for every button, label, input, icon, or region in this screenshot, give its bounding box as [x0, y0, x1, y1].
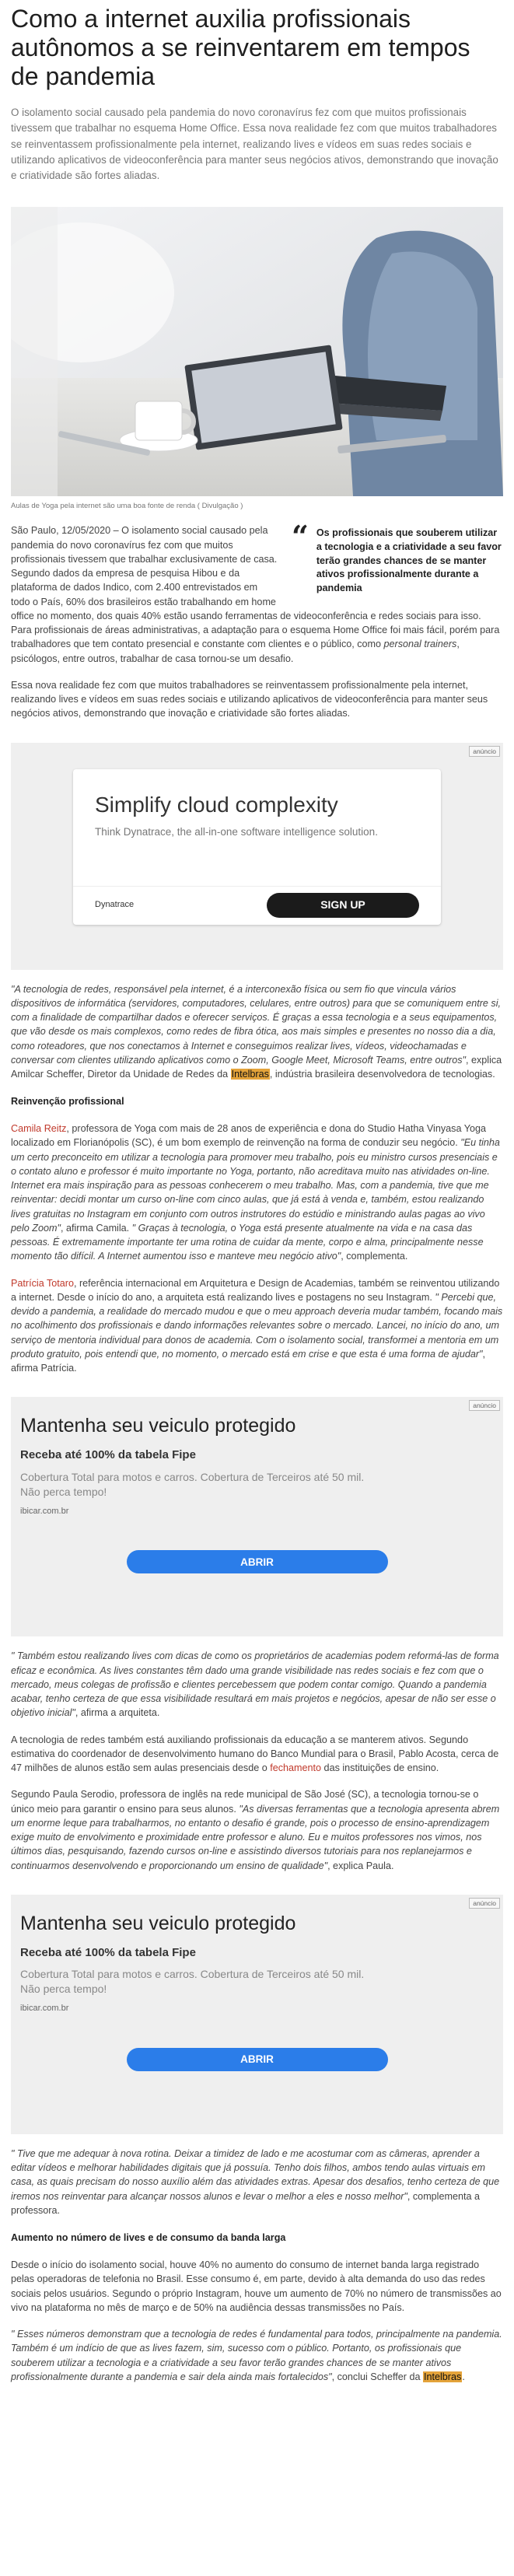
ad-subhead: Receba até 100% da tabela Fipe — [20, 1945, 196, 1959]
quote-mark-icon: “ — [292, 523, 309, 555]
ad-ibicar-1[interactable] — [11, 1397, 503, 1636]
ad-tag[interactable]: anúncio — [469, 1400, 500, 1411]
paragraph-11: " Esses números demonstram que a tecnologia de redes é fundamental para todos, principalmente na pandemia. Também é um indício de que as lives fazem, sim, sucesso com o público. Portanto, os profissionais que souberem utilizar a tecnologia e a criatividade a seu favor terão grandes chances de se manter ativos profissionalmente durante a pandemia e sair dela ainda mais fortalecidos", conclui Scheffer da Intelbras. — [11, 2329, 502, 2382]
paragraph-6: " Também estou realizando lives com dicas de como os proprietários de academias podem reformá-las de forma eficaz e econômica. As lives constantes têm dado uma grande visibilidade nas redes sociais e fez com que o mercado, meus colegas de profissão e clientes percebessem que podem contar comigo. Quando a pandemia acabar, tenho certeza de que essa visibilidade resultará em mais projetos e negócios, apesar de não ser esse o objetivo inicial", afirma a arquiteta. — [11, 1650, 499, 1719]
ad-url[interactable]: ibicar.com.br — [20, 2004, 69, 2014]
ad-open-button[interactable]: ABRIR — [127, 1550, 388, 1573]
subheading-aumento-lives: Aumento no número de lives e de consumo da banda larga — [11, 2232, 286, 2244]
yoga-photo-illustration — [11, 207, 503, 496]
article-image — [11, 207, 503, 496]
paragraph-2: Essa nova realidade fez com que muitos trabalhadores se reinventassem profissionalmente pela internet, realizando lives e vídeos em suas redes sociais e utilizando aplicativos de videoconferência para manter seus negócios ativos, demonstrando que inovação e criatividade são fortes aliadas. — [11, 679, 488, 719]
ad-tag[interactable]: anúncio — [469, 1898, 500, 1909]
pull-quote — [292, 523, 503, 595]
ad-subhead: Receba até 100% da tabela Fipe — [20, 1448, 196, 1462]
intelbras-highlight: Intelbras — [231, 1069, 269, 1080]
ad-open-button[interactable]: ABRIR — [127, 2048, 388, 2071]
ad-url[interactable]: ibicar.com.br — [20, 1506, 69, 1516]
fechamento-link[interactable]: fechamento — [270, 1762, 322, 1774]
paragraph-7: A tecnologia de redes também está auxiliando profissionais da educação a se manterem ativos. Segundo estimativa do coordenador de desenvolvimento humano do Banco Mundial para o Brasil, Pablo Acosta, cerca de 47 milhões de alunos estão sem aulas presenciais desde o fechamento das instituições de ensino. — [11, 1734, 499, 1774]
paragraph-10: Desde o início do isolamento social, houve 40% no aumento do consumo de internet banda larga registrado pelas operadoras de telefonia no Brasil. Esse consumo é, em parte, devido à alta demanda do uso das redes sociais pelos usuários. Segundo o próprio Instagram, houve um aumento de 70% no número de transmissões ao vivo na plataforma no mês de março e de 50% na audiência dessas transmissões no País. — [11, 2259, 502, 2313]
patricia-link[interactable]: Patrícia Totaro — [11, 1277, 74, 1289]
image-caption: Aulas de Yoga pela internet são uma boa fonte de renda ( Divulgação ) — [11, 501, 243, 510]
subheading-reinvencao: Reinvenção profissional — [11, 1096, 124, 1108]
ad-card[interactable] — [73, 769, 441, 925]
paragraph-9: " Tive que me adequar à nova rotina. Deixar a timidez de lado e me acostumar com as câmeras, aprender a editar vídeos e melhorar habilidades digitais que já possuía. Tenho dois filhos, ambos tendo aulas virtuais em casa, as quais precisam do nosso auxílio além das atividades extras. Apesar dos desafios, tenho certeza de que iremos nos reinventar para alcançar nossos alunos e levar o melhor a eles e nosso melhor", complementa a professora. — [11, 2147, 500, 2216]
intro-block — [11, 523, 503, 666]
ad-tag[interactable]: anúncio — [469, 746, 500, 757]
dateline: São Paulo, 12/05/2020 – — [11, 525, 122, 537]
ad-ibicar-2[interactable] — [11, 1895, 503, 2134]
paragraph-3: "A tecnologia de redes, responsável pela internet, é a interconexão física ou sem fio que vincula vários dispositivos de informática (servidores, computadores, celulares, entre outros) para que se comuniquem entre si, com a finalidade de compartilhar dados e oferecer serviços. É graças a essa tecnologia e a seus equipamentos, que vão desde os mais complexos, como redes de fibra ótica, aos mais simples e presentes no nosso dia a dia, como roteadores, que nos conectamos à Internet e conseguimos realizar lives, vídeos, videochamadas e conversar com clientes utilizando aplicativos como o Zoom, Google Meet, Microsoft Teams, entre outros", explica Amilcar Scheffer, Diretor da Unidade de Redes da Intelbras, indústria brasileira desenvolvedora de tecnologias. — [11, 983, 502, 1080]
paragraph-5: Patrícia Totaro, referência internacional em Arquitetura e Design de Academias, também se reinventou utilizando a internet. Desde o início do ano, a arquiteta está realizando lives e postagens no seu Instagram. " Percebi que, devido a pandemia, a realidade do mercado mudou e que o meu approach deveria mudar também, focando mais no acolhimento dos profissionais e dando informações relevantes sobre o mercado. Lancei, no início do ano, um serviço de mentoria individual para donos de academia. Com o isolamento social, transformei a mentoria em um produto gratuito, pois entendi que, no momento, o mercado está em crise e que esta é uma forma de ajudar", afirma Patrícia. — [11, 1277, 503, 1374]
ad-text: Think Dynatrace, the all-in-one software intelligence solution. — [95, 825, 378, 838]
ad-footer — [73, 886, 441, 925]
ad-signup-button[interactable]: SIGN UP — [267, 893, 419, 918]
ad-headline: Mantenha seu veiculo protegido — [20, 1912, 296, 1934]
ad-brand: Dynatrace — [95, 900, 135, 910]
intelbras-highlight: Intelbras — [424, 2371, 462, 2382]
ad-text: Cobertura Total para motos e carros. Cobertura de Terceiros até 50 mil. Não perca tempo! — [20, 1470, 365, 1498]
paragraph-1: São Paulo, 12/05/2020 – O isolamento social causado pela pandemia do novo coronavírus fez com que muitos profissionais tivessem que trabalhar exclusivamente de casa. Segundo dados da empresa de pesquisa Hibou e da plataforma de dados Indico, com 2.400 entrevistados em todo o País, 60% dos brasileiros estão trabalhando em home office no momento, dos quais 40% estão usando ferramentas de videoconferência e redes sociais para isso. Para profissionais de áreas administrativas, a adaptação para o esquema Home Office foi mais fácil, porém para trabalhadores que tem contato presencial e constante com clientes e o público, como personal trainers, psicólogos, entre outros, trabalhar de casa tornou-se um desafio. — [11, 525, 500, 664]
article-title: Como a internet auxilia profissionais autônomos a se reinventarem em tempos de pandemia — [11, 5, 470, 91]
paragraph-4: Camila Reitz, professora de Yoga com mais de 28 anos de experiência e dona do Studio Hatha Vinyasa Yoga localizado em Florianópolis (SC), é um bom exemplo de reinvenção na forma de conduzir seu negócio. "Eu tinha um certo preconceito em utilizar a tecnologia para promover meu trabalho, pois eu ministro cursos presenciais e o contato aluno e professor é muito importante no Yoga, portanto, não acreditava muito nas atividades on-line. Internet era mais inspiração para as pessoas conhecerem o meu trabalho. Mas, com a pandemia, tive que me reinventar: decidi montar um curso on-line com cinco aulas, que já está à venda e, também, estou realizando lives gratuitas no Instagram em conjunto com outros instrutores do estúdio e ministrando aulas pagas ao vivo pelo Zoom", afirma Camila. " Graças à tecnologia, o Yoga está presente atualmente na vida e na casa das pessoas. É extremamente importante ter uma rotina de cuidar da mente, corpo e alma, principalmente nesse momento tão difícil. A Internet aumentou isso e manteve meu negócio ativo", complementa. — [11, 1123, 500, 1262]
ad-dynatrace[interactable] — [11, 743, 503, 970]
article-lead: O isolamento social causado pela pandemia do novo coronavírus fez com que muitos profissionais tivessem que trabalhar no esquema Home Office. Essa nova realidade fez com que muitos trabalhadores se reinventassem profissionalmente pela internet, realizando lives e vídeos em suas redes sociais e utilizando aplicativos de videoconferência para manter seus negócios ativos, demonstrando que inovação e criatividade são fortes aliadas. — [11, 107, 498, 181]
pull-quote-text: Os profissionais que souberem utilizar a tecnologia e a criatividade a seu favor terão grandes chances de se manter ativos profissionalmente durante a pandemia — [316, 527, 502, 593]
paragraph-8: Segundo Paula Serodio, professora de inglês na rede municipal de São José (SC), a tecnologia tornou-se o único meio para garantir o ensino para seus alunos. "As diversas ferramentas que a tecnologia apresenta abrem um enorme leque para trabalharmos, no entanto o desafio é grande, pois o processo de ensino-aprendizagem exige muito de envolvimento e proximidade entre professor e aluno. Eu e muitos professores nos vimos, nos últimos dias, pesquisando, fazendo cursos on-line e assistindo diversos tutoriais para nos replanejarmos e continuarmos desenvolvendo e proporcionando um ensino de qualidade", explica Paula. — [11, 1789, 500, 1871]
ad-text: Cobertura Total para motos e carros. Cobertura de Terceiros até 50 mil. Não perca tempo! — [20, 1968, 365, 1996]
camila-link[interactable]: Camila Reitz — [11, 1123, 67, 1135]
ad-headline: Simplify cloud complexity — [95, 792, 338, 817]
ad-headline: Mantenha seu veiculo protegido — [20, 1415, 296, 1437]
